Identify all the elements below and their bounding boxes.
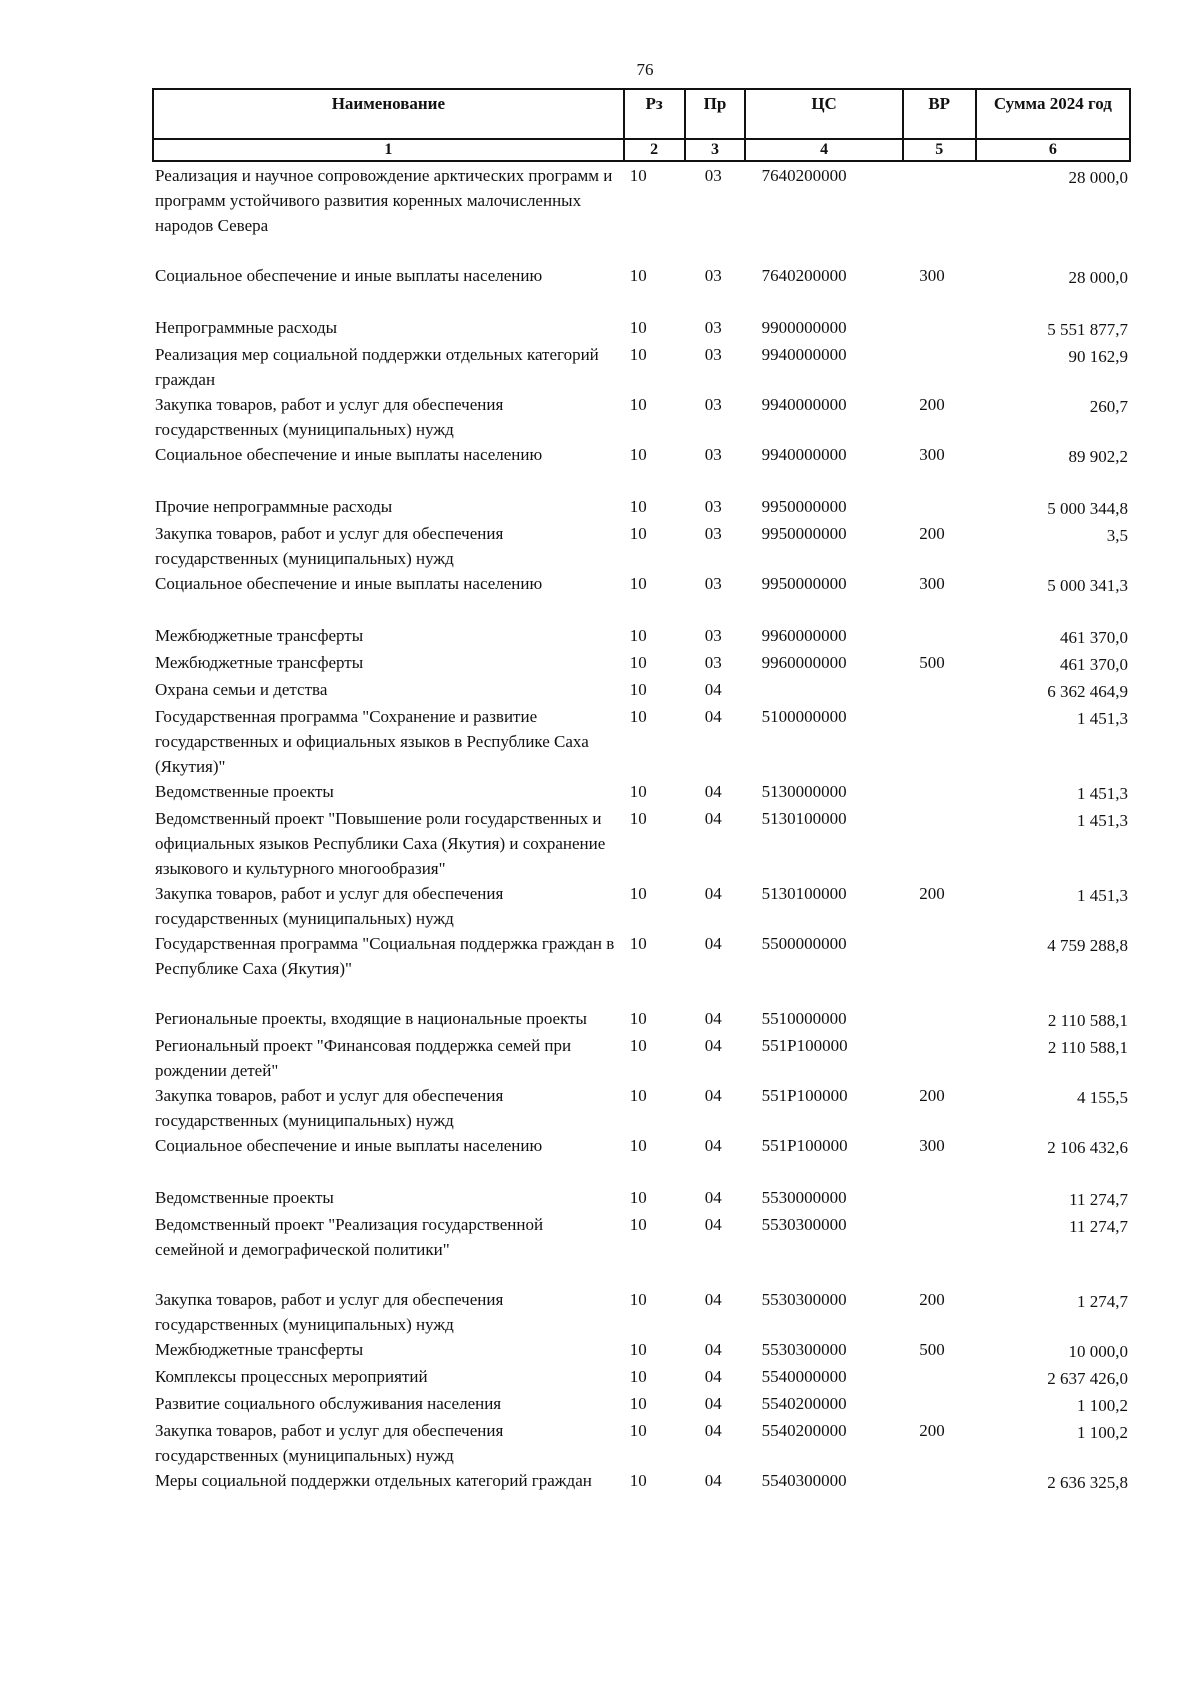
cell-pr: 04 xyxy=(704,1215,722,1234)
cell-cs: 7640200000 xyxy=(761,166,847,185)
cell-cs: 5540200000 xyxy=(761,1394,847,1413)
cell-pr: 04 xyxy=(704,1394,722,1413)
cell-name: Межбюджетные трансферты xyxy=(155,626,364,645)
cell-cs: 9940000000 xyxy=(761,345,847,364)
table-row xyxy=(152,881,1131,931)
cell-vr: 200 xyxy=(919,395,945,414)
cell-pr: 03 xyxy=(704,626,722,645)
table-row xyxy=(152,677,1131,704)
table-row xyxy=(152,263,1131,315)
cell-cs: 9940000000 xyxy=(761,445,847,464)
cell-name: Реализация и научное сопровождение арктических программ и программ устойчивого развития коренных малочисленных народов Севера xyxy=(155,166,613,235)
cell-rz: 10 xyxy=(629,1394,647,1413)
column-number: 1 xyxy=(153,139,624,161)
cell-name: Прочие непрограммные расходы xyxy=(155,497,393,516)
cell-vr: 200 xyxy=(919,1086,945,1105)
cell-cs: 5540200000 xyxy=(761,1421,847,1440)
cell-sum: 2 106 432,6 xyxy=(1047,1138,1128,1157)
cell-pr: 04 xyxy=(704,884,722,903)
cell-pr: 04 xyxy=(704,809,722,828)
cell-name: Развитие социального обслуживания населения xyxy=(155,1394,502,1413)
cell-rz: 10 xyxy=(629,1009,647,1028)
cell-vr: 200 xyxy=(919,1290,945,1309)
cell-cs: 7640200000 xyxy=(761,266,847,285)
column-header-vr: ВР xyxy=(903,89,976,139)
cell-pr: 03 xyxy=(704,318,722,337)
cell-rz: 10 xyxy=(629,266,647,285)
cell-vr: 200 xyxy=(919,1421,945,1440)
table-row xyxy=(152,1033,1131,1083)
cell-vr xyxy=(903,315,976,342)
table-row xyxy=(152,1006,1131,1033)
cell-sum: 461 370,0 xyxy=(1060,655,1128,674)
cell-cs: 5530300000 xyxy=(761,1215,847,1234)
cell-name: Закупка товаров, работ и услуг для обеспечения государственных (муниципальных) нужд xyxy=(155,1421,504,1465)
header-row xyxy=(153,89,1130,139)
cell-name: Региональные проекты, входящие в национальные проекты xyxy=(155,1009,587,1028)
cell-name: Ведомственный проект "Реализация государственной семейной и демографической политики" xyxy=(155,1215,544,1259)
table-row xyxy=(152,1337,1131,1364)
cell-pr: 04 xyxy=(704,1367,722,1386)
cell-vr: 500 xyxy=(919,1340,945,1359)
table-row xyxy=(152,650,1131,677)
table-row xyxy=(152,571,1131,623)
cell-cs: 5510000000 xyxy=(761,1009,847,1028)
table-row xyxy=(152,779,1131,806)
cell-vr: 300 xyxy=(919,1136,945,1155)
cell-name: Социальное обеспечение и иные выплаты населению xyxy=(155,1136,543,1155)
cell-rz: 10 xyxy=(629,653,647,672)
cell-pr: 04 xyxy=(704,1290,722,1309)
cell-cs: 9950000000 xyxy=(761,574,847,593)
cell-cs: 5130100000 xyxy=(761,884,847,903)
cell-rz: 10 xyxy=(629,1188,647,1207)
cell-sum: 90 162,9 xyxy=(1068,347,1128,366)
table-row xyxy=(152,442,1131,494)
table-row xyxy=(152,1468,1131,1495)
cell-sum: 11 274,7 xyxy=(1069,1217,1128,1236)
cell-pr: 04 xyxy=(704,707,722,726)
cell-name: Ведомственные проекты xyxy=(155,782,334,801)
cell-vr: 200 xyxy=(919,524,945,543)
column-number: 5 xyxy=(903,139,976,161)
cell-vr: 500 xyxy=(919,653,945,672)
cell-vr xyxy=(903,779,976,806)
cell-rz: 10 xyxy=(629,626,647,645)
cell-rz: 10 xyxy=(629,1036,647,1055)
budget-table xyxy=(152,163,1131,1495)
table-row xyxy=(152,521,1131,571)
cell-sum: 461 370,0 xyxy=(1060,628,1128,647)
column-header-cs: ЦС xyxy=(745,89,902,139)
table-row xyxy=(152,1083,1131,1133)
cell-sum: 4 155,5 xyxy=(1077,1088,1128,1107)
table-row xyxy=(152,806,1131,881)
table-row xyxy=(152,1418,1131,1468)
cell-sum: 5 000 341,3 xyxy=(1047,576,1128,595)
cell-name: Реализация мер социальной поддержки отдельных категорий граждан xyxy=(155,345,599,389)
cell-cs: 551P100000 xyxy=(761,1086,848,1105)
cell-name: Межбюджетные трансферты xyxy=(155,1340,364,1359)
cell-sum: 10 000,0 xyxy=(1068,1342,1128,1361)
cell-rz: 10 xyxy=(629,497,647,516)
cell-cs: 5130000000 xyxy=(761,782,847,801)
cell-sum: 1 100,2 xyxy=(1077,1423,1128,1442)
cell-sum: 2 110 588,1 xyxy=(1047,1038,1128,1057)
cell-pr: 03 xyxy=(704,653,722,672)
budget-table-body xyxy=(152,163,1131,1495)
cell-rz: 10 xyxy=(629,1421,647,1440)
table-row xyxy=(152,1133,1131,1185)
cell-sum: 1 451,3 xyxy=(1077,811,1128,830)
cell-sum: 28 000,0 xyxy=(1068,168,1128,187)
cell-sum: 6 362 464,9 xyxy=(1047,682,1128,701)
column-header-pr: Пр xyxy=(685,89,746,139)
table-row xyxy=(152,494,1131,521)
table-row xyxy=(152,704,1131,779)
cell-pr: 04 xyxy=(704,1188,722,1207)
column-header-rz: Рз xyxy=(624,89,685,139)
cell-vr: 300 xyxy=(919,266,945,285)
cell-rz: 10 xyxy=(629,445,647,464)
cell-vr xyxy=(903,1185,976,1212)
cell-sum: 1 274,7 xyxy=(1077,1292,1128,1311)
cell-rz: 10 xyxy=(629,884,647,903)
table-row xyxy=(152,342,1131,392)
cell-cs: 5540300000 xyxy=(761,1471,847,1490)
table-row xyxy=(152,163,1131,263)
cell-sum: 28 000,0 xyxy=(1068,268,1128,287)
table-row xyxy=(152,1391,1131,1418)
cell-name: Закупка товаров, работ и услуг для обеспечения государственных (муниципальных) нужд xyxy=(155,395,504,439)
cell-name: Социальное обеспечение и иные выплаты населению xyxy=(155,266,543,285)
cell-cs: 9900000000 xyxy=(761,318,847,337)
table-row xyxy=(152,1364,1131,1391)
cell-cs xyxy=(746,677,904,704)
cell-vr xyxy=(903,931,976,1006)
table-row xyxy=(152,931,1131,1006)
cell-cs: 9950000000 xyxy=(761,524,847,543)
column-header-name: Наименование xyxy=(153,89,624,139)
cell-sum: 2 637 426,0 xyxy=(1047,1369,1128,1388)
cell-vr xyxy=(903,494,976,521)
cell-vr: 300 xyxy=(919,574,945,593)
cell-rz: 10 xyxy=(629,574,647,593)
column-number: 6 xyxy=(976,139,1130,161)
cell-sum: 1 451,3 xyxy=(1077,784,1128,803)
cell-pr: 04 xyxy=(704,782,722,801)
cell-pr: 04 xyxy=(704,1340,722,1359)
cell-vr xyxy=(903,1006,976,1033)
cell-rz: 10 xyxy=(629,707,647,726)
cell-name: Непрограммные расходы xyxy=(155,318,338,337)
cell-vr xyxy=(903,677,976,704)
cell-cs: 5100000000 xyxy=(761,707,847,726)
cell-pr: 04 xyxy=(704,1136,722,1155)
cell-rz: 10 xyxy=(629,934,647,953)
cell-sum: 4 759 288,8 xyxy=(1047,936,1128,955)
cell-name: Ведомственные проекты xyxy=(155,1188,334,1207)
cell-pr: 04 xyxy=(704,680,722,699)
cell-pr: 04 xyxy=(704,1036,722,1055)
cell-rz: 10 xyxy=(629,782,647,801)
cell-rz: 10 xyxy=(629,1086,647,1105)
cell-name: Закупка товаров, работ и услуг для обеспечения государственных (муниципальных) нужд xyxy=(155,1086,504,1130)
cell-pr: 03 xyxy=(704,345,722,364)
cell-sum: 260,7 xyxy=(1089,397,1128,416)
page-number: 76 xyxy=(636,60,654,79)
cell-pr: 03 xyxy=(704,574,722,593)
cell-pr: 03 xyxy=(704,266,722,285)
cell-cs: 9960000000 xyxy=(761,626,847,645)
cell-sum: 1 100,2 xyxy=(1077,1396,1128,1415)
cell-sum: 89 902,2 xyxy=(1068,447,1128,466)
cell-vr xyxy=(903,806,976,881)
cell-vr xyxy=(903,1033,976,1083)
cell-cs: 5530300000 xyxy=(761,1290,847,1309)
cell-pr: 03 xyxy=(704,166,722,185)
cell-rz: 10 xyxy=(629,1290,647,1309)
cell-sum: 5 551 877,7 xyxy=(1047,320,1128,339)
cell-pr: 03 xyxy=(704,524,722,543)
cell-sum: 3,5 xyxy=(1106,526,1128,545)
cell-rz: 10 xyxy=(629,1340,647,1359)
cell-sum: 2 110 588,1 xyxy=(1047,1011,1128,1030)
column-number: 3 xyxy=(685,139,746,161)
cell-cs: 551P100000 xyxy=(761,1036,848,1055)
cell-cs: 5130100000 xyxy=(761,809,847,828)
cell-rz: 10 xyxy=(629,166,647,185)
cell-cs: 551P100000 xyxy=(761,1136,848,1155)
table-row xyxy=(152,623,1131,650)
cell-cs: 9940000000 xyxy=(761,395,847,414)
cell-rz: 10 xyxy=(629,1471,647,1490)
cell-cs: 5500000000 xyxy=(761,934,847,953)
cell-cs: 5530300000 xyxy=(761,1340,847,1359)
cell-sum: 1 451,3 xyxy=(1077,709,1128,728)
column-header-sum: Сумма 2024 год xyxy=(976,89,1130,139)
cell-name: Социальное обеспечение и иные выплаты населению xyxy=(155,445,543,464)
cell-pr: 03 xyxy=(704,445,722,464)
cell-rz: 10 xyxy=(629,1136,647,1155)
cell-rz: 10 xyxy=(629,318,647,337)
cell-vr xyxy=(903,1212,976,1287)
cell-cs: 5540000000 xyxy=(761,1367,847,1386)
cell-rz: 10 xyxy=(629,345,647,364)
cell-pr: 04 xyxy=(704,1086,722,1105)
cell-sum: 1 451,3 xyxy=(1077,886,1128,905)
cell-rz: 10 xyxy=(629,1215,647,1234)
cell-pr: 04 xyxy=(704,1009,722,1028)
cell-rz: 10 xyxy=(629,395,647,414)
cell-name: Закупка товаров, работ и услуг для обеспечения государственных (муниципальных) нужд xyxy=(155,524,504,568)
table-row xyxy=(152,1185,1131,1212)
cell-vr xyxy=(903,623,976,650)
cell-cs: 9950000000 xyxy=(761,497,847,516)
column-number: 2 xyxy=(624,139,685,161)
cell-pr: 03 xyxy=(704,395,722,414)
cell-vr xyxy=(903,342,976,392)
cell-vr xyxy=(903,1391,976,1418)
cell-name: Межбюджетные трансферты xyxy=(155,653,364,672)
cell-vr: 200 xyxy=(919,884,945,903)
cell-name: Закупка товаров, работ и услуг для обеспечения государственных (муниципальных) нужд xyxy=(155,1290,504,1334)
table-row xyxy=(152,1287,1131,1337)
cell-cs: 9960000000 xyxy=(761,653,847,672)
cell-rz: 10 xyxy=(629,809,647,828)
cell-name: Региональный проект "Финансовая поддержка семей при рождении детей" xyxy=(155,1036,572,1080)
table-row xyxy=(152,315,1131,342)
table-row xyxy=(152,392,1131,442)
cell-name: Ведомственный проект "Повышение роли государственных и официальных языков Республики Саха (Якутия) и сохранение языкового и культурного многообразия" xyxy=(155,809,606,878)
cell-cs: 5530000000 xyxy=(761,1188,847,1207)
table-header xyxy=(152,88,1131,162)
cell-name: Государственная программа "Социальная поддержка граждан в Республике Саха (Якутия)" xyxy=(155,934,615,978)
cell-vr: 300 xyxy=(919,445,945,464)
table-row xyxy=(152,1212,1131,1287)
cell-rz: 10 xyxy=(629,680,647,699)
cell-vr xyxy=(903,1364,976,1391)
cell-vr xyxy=(903,163,976,263)
cell-pr: 04 xyxy=(704,1471,722,1490)
cell-pr: 04 xyxy=(704,934,722,953)
cell-sum: 5 000 344,8 xyxy=(1047,499,1128,518)
cell-name: Закупка товаров, работ и услуг для обеспечения государственных (муниципальных) нужд xyxy=(155,884,504,928)
cell-vr xyxy=(903,704,976,779)
cell-sum: 2 636 325,8 xyxy=(1047,1473,1128,1492)
cell-sum: 11 274,7 xyxy=(1069,1190,1128,1209)
column-number-row xyxy=(153,139,1130,161)
cell-name: Государственная программа "Сохранение и развитие государственных и официальных языков в Республике Саха (Якутия)" xyxy=(155,707,589,776)
cell-pr: 04 xyxy=(704,1421,722,1440)
cell-rz: 10 xyxy=(629,1367,647,1386)
cell-name: Меры социальной поддержки отдельных категорий граждан xyxy=(155,1471,592,1490)
cell-name: Социальное обеспечение и иные выплаты населению xyxy=(155,574,543,593)
cell-name: Комплексы процессных мероприятий xyxy=(155,1367,428,1386)
cell-name: Охрана семьи и детства xyxy=(155,680,328,699)
cell-vr xyxy=(903,1468,976,1495)
cell-rz: 10 xyxy=(629,524,647,543)
column-number: 4 xyxy=(745,139,902,161)
cell-pr: 03 xyxy=(704,497,722,516)
